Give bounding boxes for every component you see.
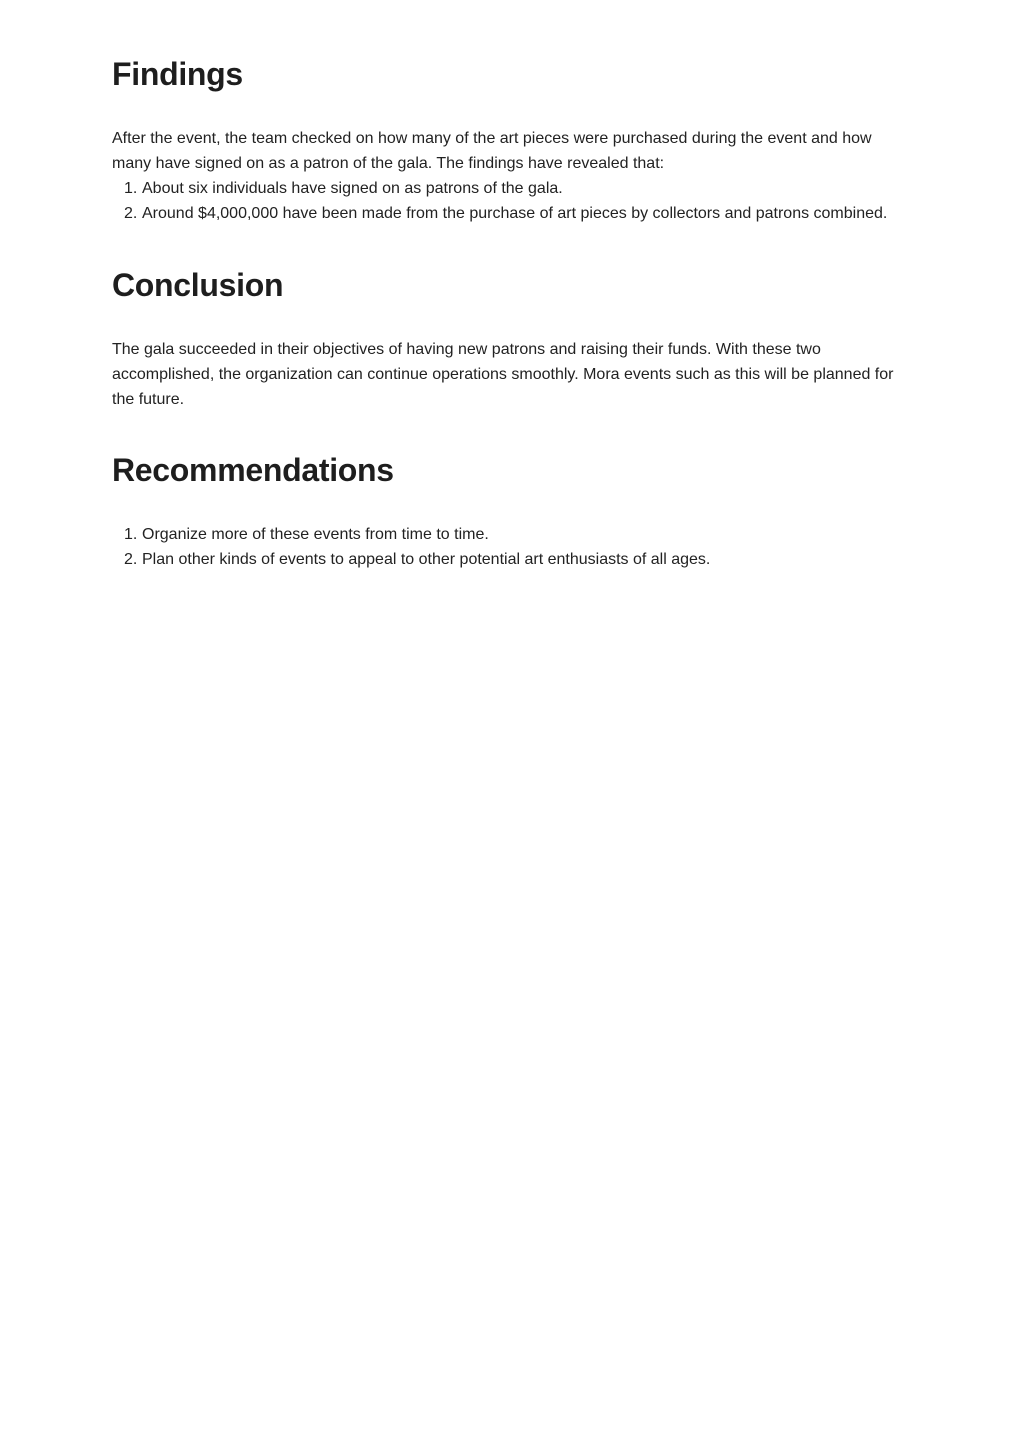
document-body — [112, 52, 912, 572]
list-item-text: About six individuals have signed on as patrons of the gala. — [142, 180, 563, 197]
findings-heading: Findings — [112, 56, 243, 92]
list-item — [112, 547, 912, 572]
list-item-text: Plan other kinds of events to appeal to other potential art enthusiasts of all ages. — [142, 551, 711, 568]
list-item-number: 2. — [124, 551, 138, 568]
list-item-text: Around $4,000,000 have been made from the purchase of art pieces by collectors and patrons combined. — [142, 205, 888, 222]
recommendations-heading: Recommendations — [112, 452, 394, 488]
section-spacer — [112, 226, 912, 263]
list-item-number: 1. — [124, 180, 138, 197]
conclusion-heading: Conclusion — [112, 267, 284, 303]
conclusion-paragraph: The gala succeeded in their objectives of having new patrons and raising their funds. With these two accomplished, the organization can continue operations smoothly. Mora events such as this will be planned for the future. — [112, 341, 894, 408]
recommendations-list — [112, 522, 912, 572]
section-spacer — [112, 412, 912, 448]
conclusion-section — [112, 263, 912, 412]
list-item — [112, 176, 912, 201]
findings-paragraph: After the event, the team checked on how many of the art pieces were purchased during the event and how many have signed on as a patron of the gala. The findings have revealed that: — [112, 130, 872, 172]
list-item — [112, 201, 912, 226]
list-item — [112, 522, 912, 547]
recommendations-section — [112, 448, 912, 572]
findings-section — [112, 52, 912, 226]
list-item-text: Organize more of these events from time to time. — [142, 526, 489, 543]
list-item-number: 1. — [124, 526, 138, 543]
findings-list — [112, 176, 912, 226]
list-item-number: 2. — [124, 205, 138, 222]
